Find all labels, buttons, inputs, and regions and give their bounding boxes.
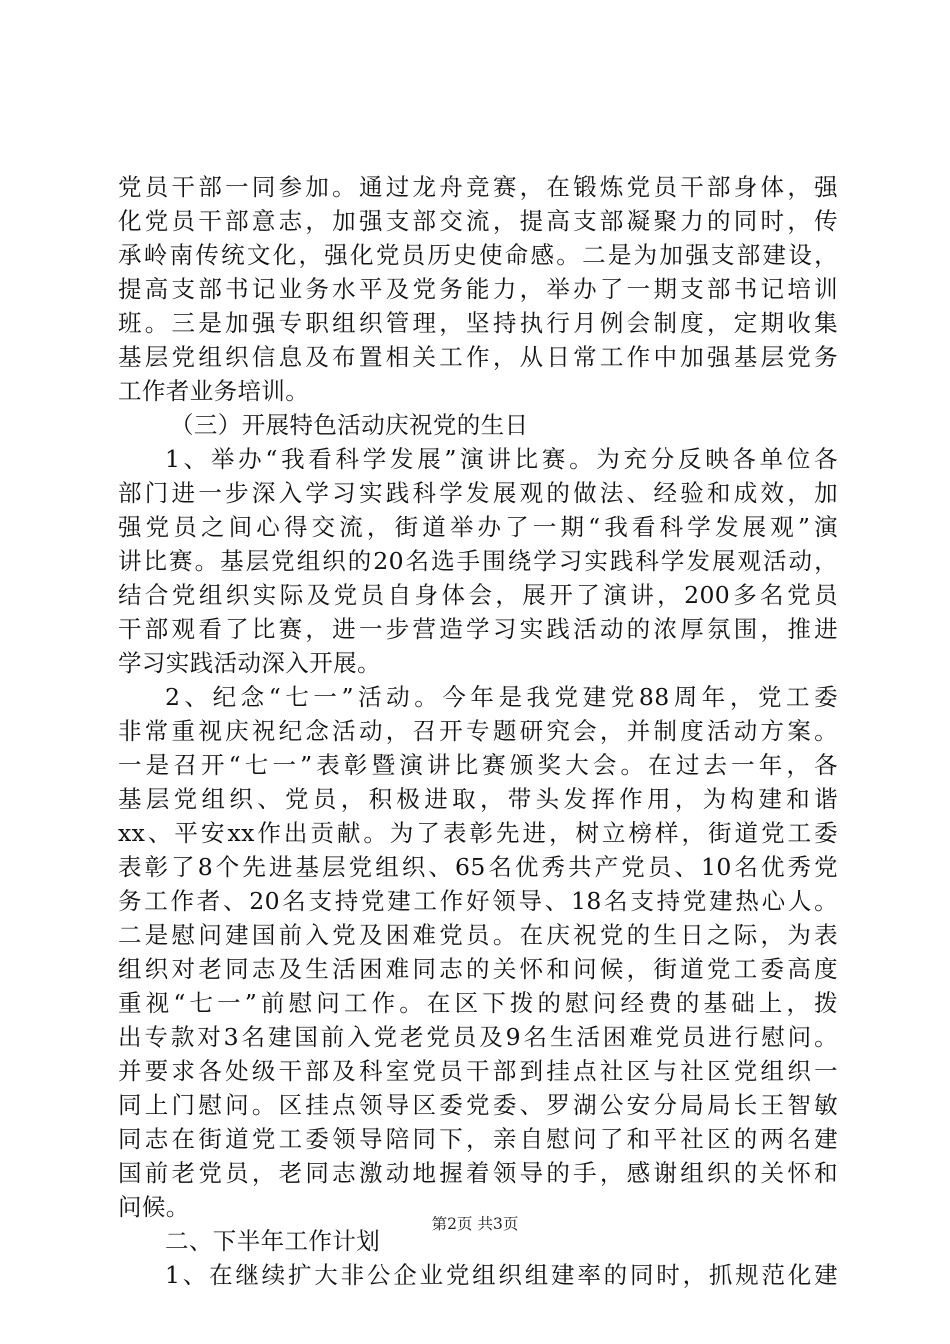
text-line: 讲比赛。基层党组织的20名选手围绕学习实践科学发展观活动， [118,547,838,575]
text-line: 务工作者、20名支持党建工作好领导、18名支持党建热心人。 [118,887,838,915]
text-line: 班。三是加强专职组织管理，坚持执行月例会制度，定期收集 [118,309,838,337]
text-line: 表彰了8个先进基层党组织、65名优秀共产党员、10名优秀党 [118,853,838,881]
text-line: 干部观看了比赛，进一步营造学习实践活动的浓厚氛围，推进 [118,615,838,643]
text-line: 组织对老同志及生活困难同志的关怀和问候，街道党工委高度 [118,955,838,983]
text-line: 党员干部一同参加。通过龙舟竞赛，在锻炼党员干部身体，强 [118,173,838,201]
text-line: 基层党组织、党员，积极进取，带头发挥作用，为构建和谐 [118,785,838,813]
text-line: 重视“七一”前慰问工作。在区下拨的慰问经费的基础上，拨 [118,989,838,1017]
text-line: 部门进一步深入学习实践科学发展观的做法、经验和成效，加 [118,479,838,507]
text-line: 化党员干部意志，加强支部交流，提高支部凝聚力的同时，传 [118,207,838,235]
text-line: 一是召开“七一”表彰暨演讲比赛颁奖大会。在过去一年，各 [118,751,838,779]
text-line: 非常重视庆祝纪念活动，召开专题研究会，并制度活动方案。 [118,717,838,745]
body-text [118,170,838,1292]
paragraph-start-line: 1、在继续扩大非公企业党组织组建率的同时，抓规范化建 [165,1261,838,1289]
text-line: 问候。 [118,1193,190,1221]
text-line: 基层党组织信息及布置相关工作，从日常工作中加强基层党务 [118,343,838,371]
text-line: 承岭南传统文化，强化党员历史使命感。二是为加强支部建设， [118,241,838,269]
text-line: xx、平安xx作出贡献。为了表彰先进，树立榜样，街道党工委 [118,819,838,847]
paragraph-start-line: 2、纪念“七一”活动。今年是我党建党88周年，党工委 [165,683,838,711]
text-line: 提高支部书记业务水平及党务能力，举办了一期支部书记培训 [118,275,838,303]
text-line: 工作者业务培训。 [118,377,310,405]
text-line: 同志在街道党工委领导陪同下，亲自慰问了和平社区的两名建 [118,1125,838,1153]
paragraph-start-line: 1、举办“我看科学发展”演讲比赛。为充分反映各单位各 [165,445,838,473]
section-heading: （三）开展特色活动庆祝党的生日 [170,411,529,439]
text-line: 出专款对3名建国前入党老党员及9名生活困难党员进行慰问。 [118,1023,838,1051]
text-line: 国前老党员，老同志激动地握着领导的手，感谢组织的关怀和 [118,1159,838,1187]
text-line: 强党员之间心得交流，街道举办了一期“我看科学发展观”演 [118,513,838,541]
text-line: 二是慰问建国前入党及困难党员。在庆祝党的生日之际，为表 [118,921,838,949]
page-number-footer: 第2页 共3页 [431,1215,519,1233]
text-line: 结合党组织实际及党员自身体会，展开了演讲，200多名党员 [118,581,838,609]
text-line: 并要求各处级干部及科室党员干部到挂点社区与社区党组织一 [118,1057,838,1085]
section-heading: 二、下半年工作计划 [165,1227,381,1255]
text-line: 同上门慰问。区挂点领导区委党委、罗湖公安分局局长王智敏 [118,1091,838,1119]
text-line: 学习实践活动深入开展。 [118,649,381,677]
